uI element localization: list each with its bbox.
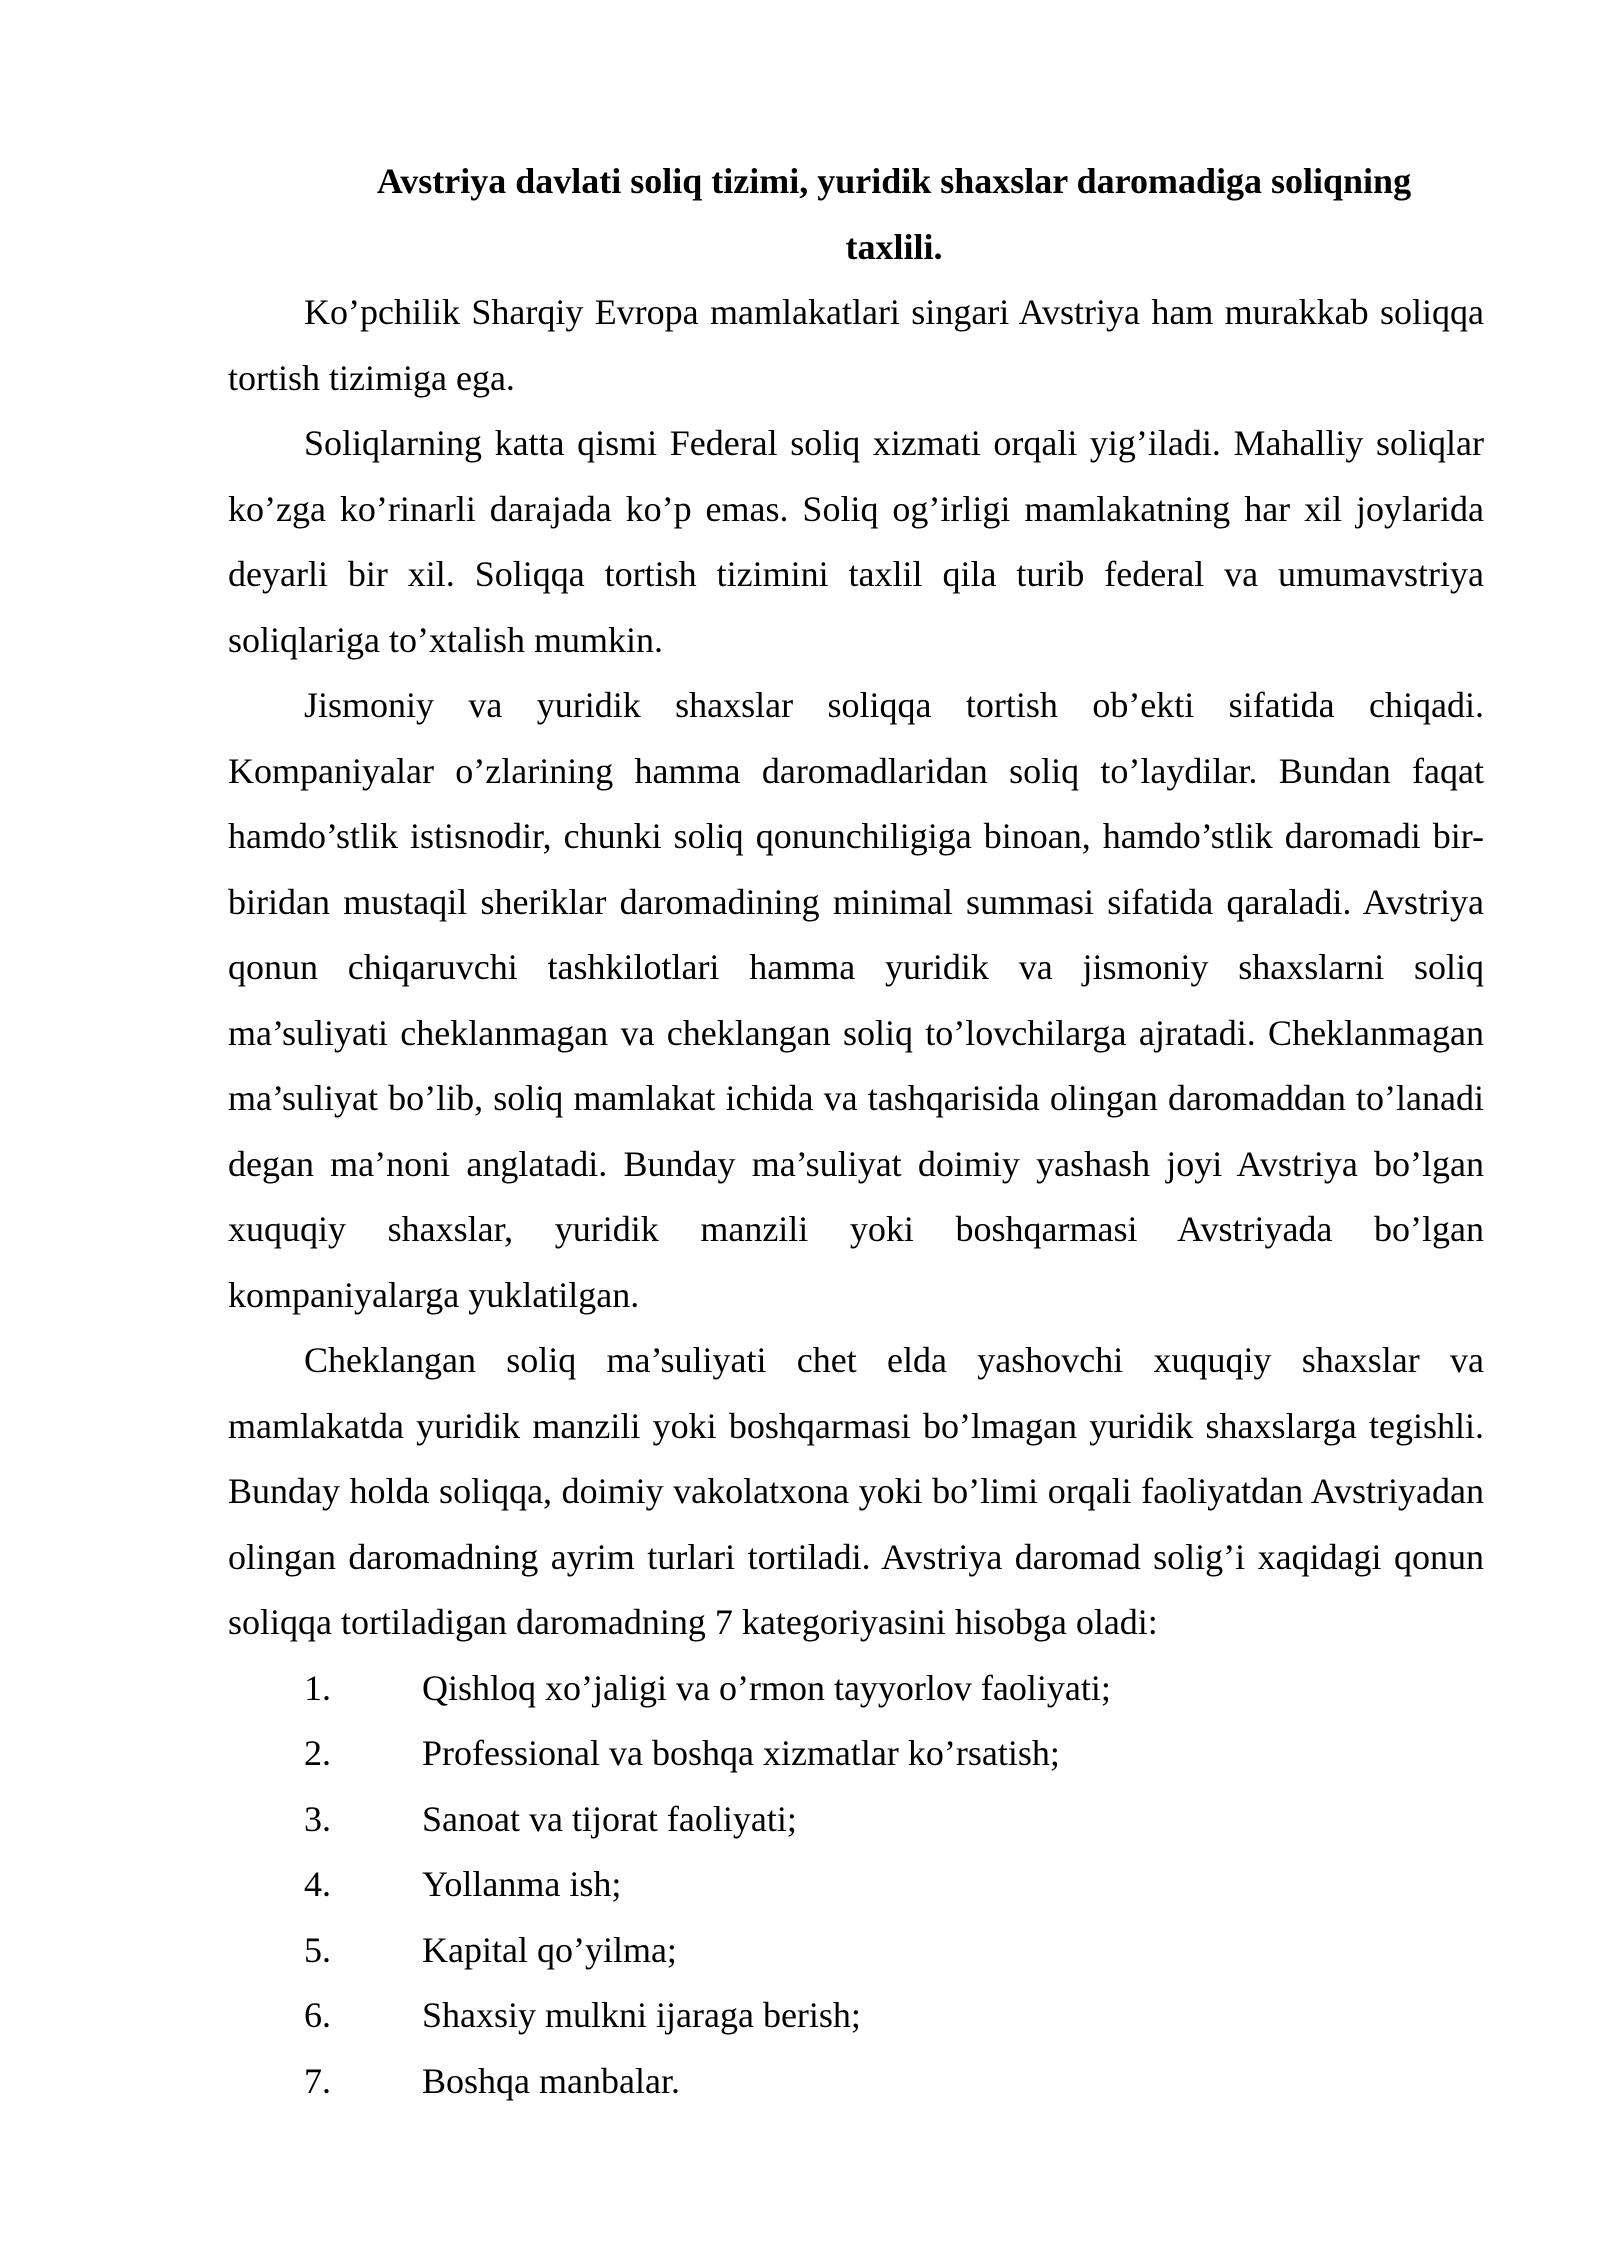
- list-item-number: 3.: [304, 1798, 331, 1839]
- document-body: [228, 148, 1484, 2114]
- list-item-number: 2.: [304, 1733, 331, 1773]
- list-item-text: Yollanma ish;: [422, 1864, 622, 1904]
- list-item: [228, 1656, 1484, 1722]
- income-categories-list: [228, 1656, 1484, 2115]
- list-item-text: Qishloq xo’jaligi va o’rmon tayyorlov faoliyati;: [422, 1667, 1111, 1708]
- list-item-text: Shaxsiy mulkni ijaraga berish;: [422, 1995, 861, 2035]
- list-item-number: 4.: [304, 1864, 331, 1904]
- list-item: [228, 1852, 1484, 1918]
- list-item-text: Kapital qo’yilma;: [422, 1929, 677, 1970]
- document-title: [228, 148, 1484, 280]
- title-line-2: taxlili.: [845, 227, 943, 267]
- paragraph-2: Soliqlarning katta qismi Federal soliq xizmati orqali yig’iladi. Mahalliy soliqlar ko’zga ko’rinarli darajada ko’p emas. Soliq og’irligi mamlakatning har xil joylarida deyarli bir xil. Soliqqa tortish tizimini taxlil qila turib federal va umumavstriya soliqlariga to’xtalish mumkin.: [228, 423, 1484, 660]
- list-item-number: 7.: [304, 2060, 331, 2101]
- list-item-number: 6.: [304, 1995, 331, 2035]
- list-item: [228, 1787, 1484, 1853]
- list-item-number: 1.: [304, 1667, 331, 1708]
- list-item-text: Boshqa manbalar.: [422, 2060, 680, 2101]
- list-item-text: Sanoat va tijorat faoliyati;: [422, 1798, 797, 1839]
- list-item-text: Professional va boshqa xizmatlar ko’rsatish;: [422, 1733, 1060, 1773]
- title-line-1: Avstriya davlati soliq tizimi, yuridik shaxslar daromadiga soliqning: [376, 161, 1412, 201]
- paragraph-1: Ko’pchilik Sharqiy Evropa mamlakatlari singari Avstriya ham murakkab soliqqa tortish tizimiga ega.: [228, 292, 1484, 398]
- list-item: [228, 1918, 1484, 1984]
- list-item: [228, 1983, 1484, 2049]
- list-item: [228, 2049, 1484, 2115]
- paragraph-4: Cheklangan soliq ma’suliyati chet elda yashovchi xuquqiy shaxslar va mamlakatda yuridik manzili yoki boshqarmasi bo’lmagan yuridik shaxslarga tegishli. Bunday holda soliqqa, doimiy vakolatxona yoki bo’limi orqali faoliyatdan Avstriyadan olingan daromadning ayrim turlari tortiladi. Avstriya daromad solig’i xaqidagi qonun soliqqa tortiladigan daromadning 7 kategoriyasini hisobga oladi:: [228, 1340, 1484, 1642]
- list-item-number: 5.: [304, 1929, 331, 1970]
- list-item: [228, 1721, 1484, 1787]
- paragraph-3: Jismoniy va yuridik shaxslar soliqqa tortish ob’ekti sifatida chiqadi. Kompaniyalar o’zlarining hamma daromadlaridan soliq to’laydilar. Bundan faqat hamdo’stlik istisnodir, chunki soliq qonunchiligiga binoan, hamdo’stlik daromadi bir-biridan mustaqil sheriklar daromadining minimal summasi sifatida qaraladi. Avstriya qonun chiqaruvchi tashkilotlari hamma yuridik va jismoniy shaxslarni soliq ma’suliyati cheklanmagan va cheklangan soliq to’lovchilarga ajratadi. Cheklanmagan ma’suliyat bo’lib, soliq mamlakat ichida va tashqarisida olingan daromaddan to’lanadi degan ma’noni anglatadi. Bunday ma’suliyat doimiy yashash joyi Avstriya bo’lgan xuquqiy shaxslar, yuridik manzili yoki boshqarmasi Avstriyada bo’lgan kompaniyalarga yuklatilgan.: [228, 685, 1484, 1315]
